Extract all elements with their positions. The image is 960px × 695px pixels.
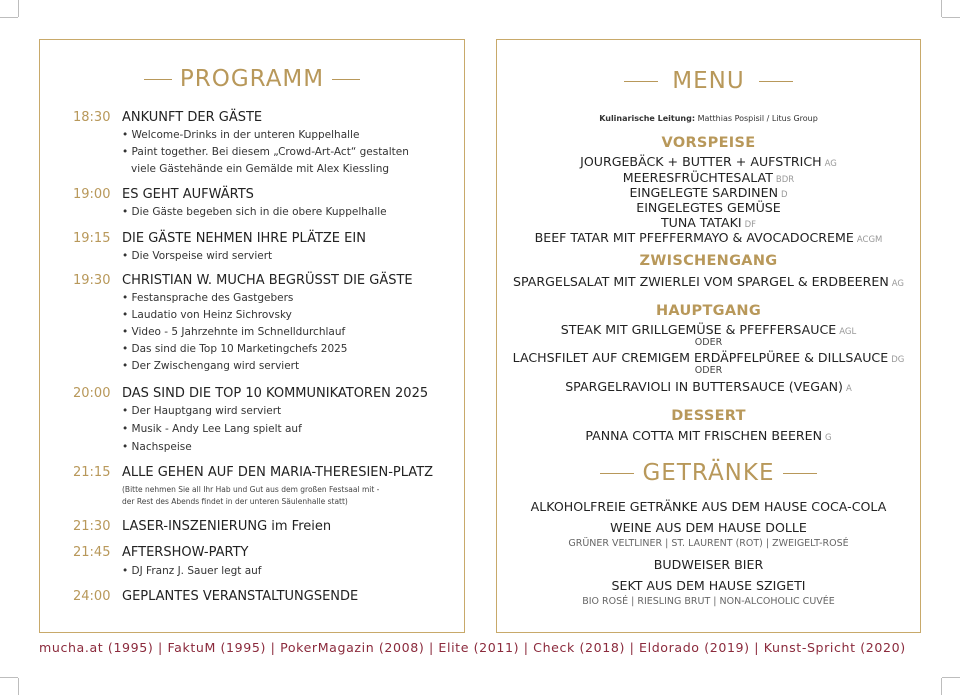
allergen-code: DG bbox=[891, 355, 905, 365]
program-time: 19:30 bbox=[73, 273, 111, 288]
menu-item-name: STEAK MIT GRILLGEMÜSE & PFEFFERSAUCE bbox=[560, 322, 837, 337]
program-sub: • Paint together. Bei diesem „Crowd-Art-Act“ gestalten bbox=[122, 146, 409, 158]
program-time: 19:00 bbox=[73, 187, 111, 202]
crop-mark bbox=[0, 17, 18, 18]
drink-item: BUDWEISER BIER bbox=[653, 557, 764, 572]
program-sub: • Die Gäste begeben sich in die obere Kuppelhalle bbox=[122, 206, 387, 218]
heading-rule bbox=[783, 473, 817, 475]
program-sub: • Musik - Andy Lee Lang spielt auf bbox=[122, 423, 302, 435]
menu-item-name: EINGELEGTES GEMÜSE bbox=[636, 200, 781, 215]
oder-separator: ODER bbox=[694, 337, 723, 348]
menu-item-name: PANNA COTTA MIT FRISCHEN BEEREN bbox=[585, 428, 823, 443]
program-sub: • Video - 5 Jahrzehnte im Schnelldurchlauf bbox=[122, 326, 346, 338]
footer-publications: mucha.at (1995) | FaktuM (1995) | PokerMagazin (2008) | Elite (2011) | Check (2018) | Eldorado (2019) | Kunst-Spricht (2020) bbox=[39, 640, 906, 655]
drinks-heading bbox=[497, 460, 920, 486]
menu-heading-text: MENU bbox=[672, 68, 745, 94]
drink-detail: GRÜNER VELTLINER | ST. LAURENT (ROT) | ZWEIGELT-ROSÉ bbox=[568, 538, 849, 549]
program-sub: • DJ Franz J. Sauer legt auf bbox=[122, 565, 262, 577]
oder-separator: ODER bbox=[694, 365, 723, 376]
crop-mark bbox=[942, 677, 960, 678]
menu-item bbox=[497, 170, 920, 185]
program-time: 19:15 bbox=[73, 231, 111, 246]
course-hauptgang: HAUPTGANG bbox=[655, 303, 762, 319]
allergen-code: BDR bbox=[775, 175, 795, 185]
menu-item-name: LACHSFILET AUF CREMIGEM ERDÄPFELPÜREE & DILLSAUCE bbox=[512, 350, 889, 365]
heading-rule bbox=[600, 473, 634, 475]
crop-mark bbox=[0, 677, 18, 678]
menu-item-name: SPARGELRAVIOLI IN BUTTERSAUCE (VEGAN) bbox=[565, 379, 843, 394]
menu-item-name: SPARGELSALAT MIT ZWIERLEI VOM SPARGEL & ERDBEEREN bbox=[512, 274, 889, 289]
program-time: 21:15 bbox=[73, 465, 111, 480]
menu-item-name: JOURGEBÄCK + BUTTER + AUFSTRICH bbox=[580, 154, 822, 169]
heading-rule bbox=[759, 81, 793, 83]
menu-item bbox=[497, 215, 920, 230]
allergen-code: G bbox=[825, 433, 832, 443]
program-title: AFTERSHOW-PARTY bbox=[122, 545, 249, 560]
menu-item bbox=[497, 428, 920, 443]
program-title: ALLE GEHEN AUF DEN MARIA-THERESIEN-PLATZ bbox=[122, 465, 434, 480]
heading-rule bbox=[624, 81, 658, 83]
menu-item bbox=[497, 322, 920, 337]
menu-panel bbox=[496, 39, 921, 633]
program-title: DIE GÄSTE NEHMEN IHRE PLÄTZE EIN bbox=[122, 231, 366, 246]
program-sub: • Der Zwischengang wird serviert bbox=[122, 360, 300, 372]
program-time: 21:30 bbox=[73, 519, 111, 534]
program-time: 24:00 bbox=[73, 589, 111, 604]
menu-item bbox=[497, 200, 920, 215]
crop-mark bbox=[941, 678, 942, 695]
drink-item: SEKT AUS DEM HAUSE SZIGETI bbox=[611, 578, 806, 593]
program-title: ES GEHT AUFWÄRTS bbox=[122, 187, 254, 202]
program-sub: • Das sind die Top 10 Marketingchefs 2025 bbox=[122, 343, 348, 355]
drink-item: ALKOHOLFREIE GETRÄNKE AUS DEM HAUSE COCA-COLA bbox=[530, 499, 887, 514]
menu-item bbox=[497, 230, 920, 245]
program-note: (Bitte nehmen Sie all Ihr Hab und Gut aus dem großen Festsaal mit - bbox=[122, 485, 380, 494]
program-sub: • Welcome-Drinks in der unteren Kuppelhalle bbox=[122, 129, 360, 141]
program-time: 18:30 bbox=[73, 110, 111, 125]
program-title: LASER-INSZENIERUNG im Freien bbox=[122, 519, 332, 534]
allergen-code: AG bbox=[891, 279, 905, 289]
program-panel bbox=[39, 39, 465, 633]
crop-mark bbox=[18, 678, 19, 695]
course-dessert: DESSERT bbox=[671, 408, 746, 424]
menu-item-name: EINGELEGTE SARDINEN bbox=[629, 185, 778, 200]
course-vorspeise: VORSPEISE bbox=[661, 135, 756, 151]
program-title: GEPLANTES VERANSTALTUNGSENDE bbox=[122, 589, 359, 604]
allergen-code: D bbox=[781, 190, 788, 200]
program-sub: • Festansprache des Gastgebers bbox=[122, 292, 294, 304]
menu-item bbox=[497, 185, 920, 200]
course-zwischengang: ZWISCHENGANG bbox=[639, 253, 778, 269]
allergen-code: DF bbox=[744, 220, 757, 230]
menu-item-name: MEERESFRÜCHTESALAT bbox=[622, 170, 773, 185]
crop-mark bbox=[941, 0, 942, 17]
culinary-lead-value: Matthias Pospisil / Litus Group bbox=[697, 114, 818, 123]
culinary-lead-label: Kulinarische Leitung: bbox=[599, 114, 696, 123]
program-heading bbox=[40, 66, 464, 92]
allergen-code: AGL bbox=[839, 327, 857, 337]
menu-item bbox=[497, 154, 920, 169]
drink-item: WEINE AUS DEM HAUSE DOLLE bbox=[610, 520, 807, 535]
crop-mark bbox=[942, 17, 960, 18]
program-heading-text: PROGRAMM bbox=[179, 66, 325, 92]
program-sub: • Der Hauptgang wird serviert bbox=[122, 405, 282, 417]
program-note: der Rest des Abends findet in der unteren Säulenhalle statt) bbox=[122, 497, 348, 506]
program-title: CHRISTIAN W. MUCHA BEGRÜSST DIE GÄSTE bbox=[122, 273, 413, 288]
program-sub: • Nachspeise bbox=[122, 441, 192, 453]
program-time: 21:45 bbox=[73, 545, 111, 560]
drink-detail: BIO ROSÉ | RIESLING BRUT | NON-ALCOHOLIC CUVÉE bbox=[582, 596, 835, 607]
menu-item bbox=[497, 379, 920, 394]
program-title: DAS SIND DIE TOP 10 KOMMUNIKATOREN 2025 bbox=[122, 386, 429, 401]
menu-heading bbox=[497, 68, 920, 94]
drinks-heading-text: GETRÄNKE bbox=[642, 460, 775, 486]
menu-item bbox=[497, 350, 920, 365]
menu-item-name: BEEF TATAR MIT PFEFFERMAYO & AVOCADOCREME bbox=[534, 230, 854, 245]
program-sub: viele Gästehände ein Gemälde mit Alex Kiessling bbox=[131, 163, 390, 175]
program-time: 20:00 bbox=[73, 386, 111, 401]
menu-item-name: TUNA TATAKI bbox=[660, 215, 742, 230]
allergen-code: ACGM bbox=[856, 235, 883, 245]
heading-rule bbox=[144, 79, 172, 81]
heading-rule bbox=[332, 79, 360, 81]
menu-item bbox=[497, 274, 920, 289]
program-sub: • Die Vorspeise wird serviert bbox=[122, 250, 273, 262]
program-title: ANKUNFT DER GÄSTE bbox=[122, 110, 263, 125]
culinary-lead bbox=[497, 114, 920, 123]
crop-mark bbox=[18, 0, 19, 17]
program-sub: • Laudatio von Heinz Sichrovsky bbox=[122, 309, 292, 321]
allergen-code: AG bbox=[824, 159, 837, 169]
allergen-code: A bbox=[845, 384, 852, 394]
